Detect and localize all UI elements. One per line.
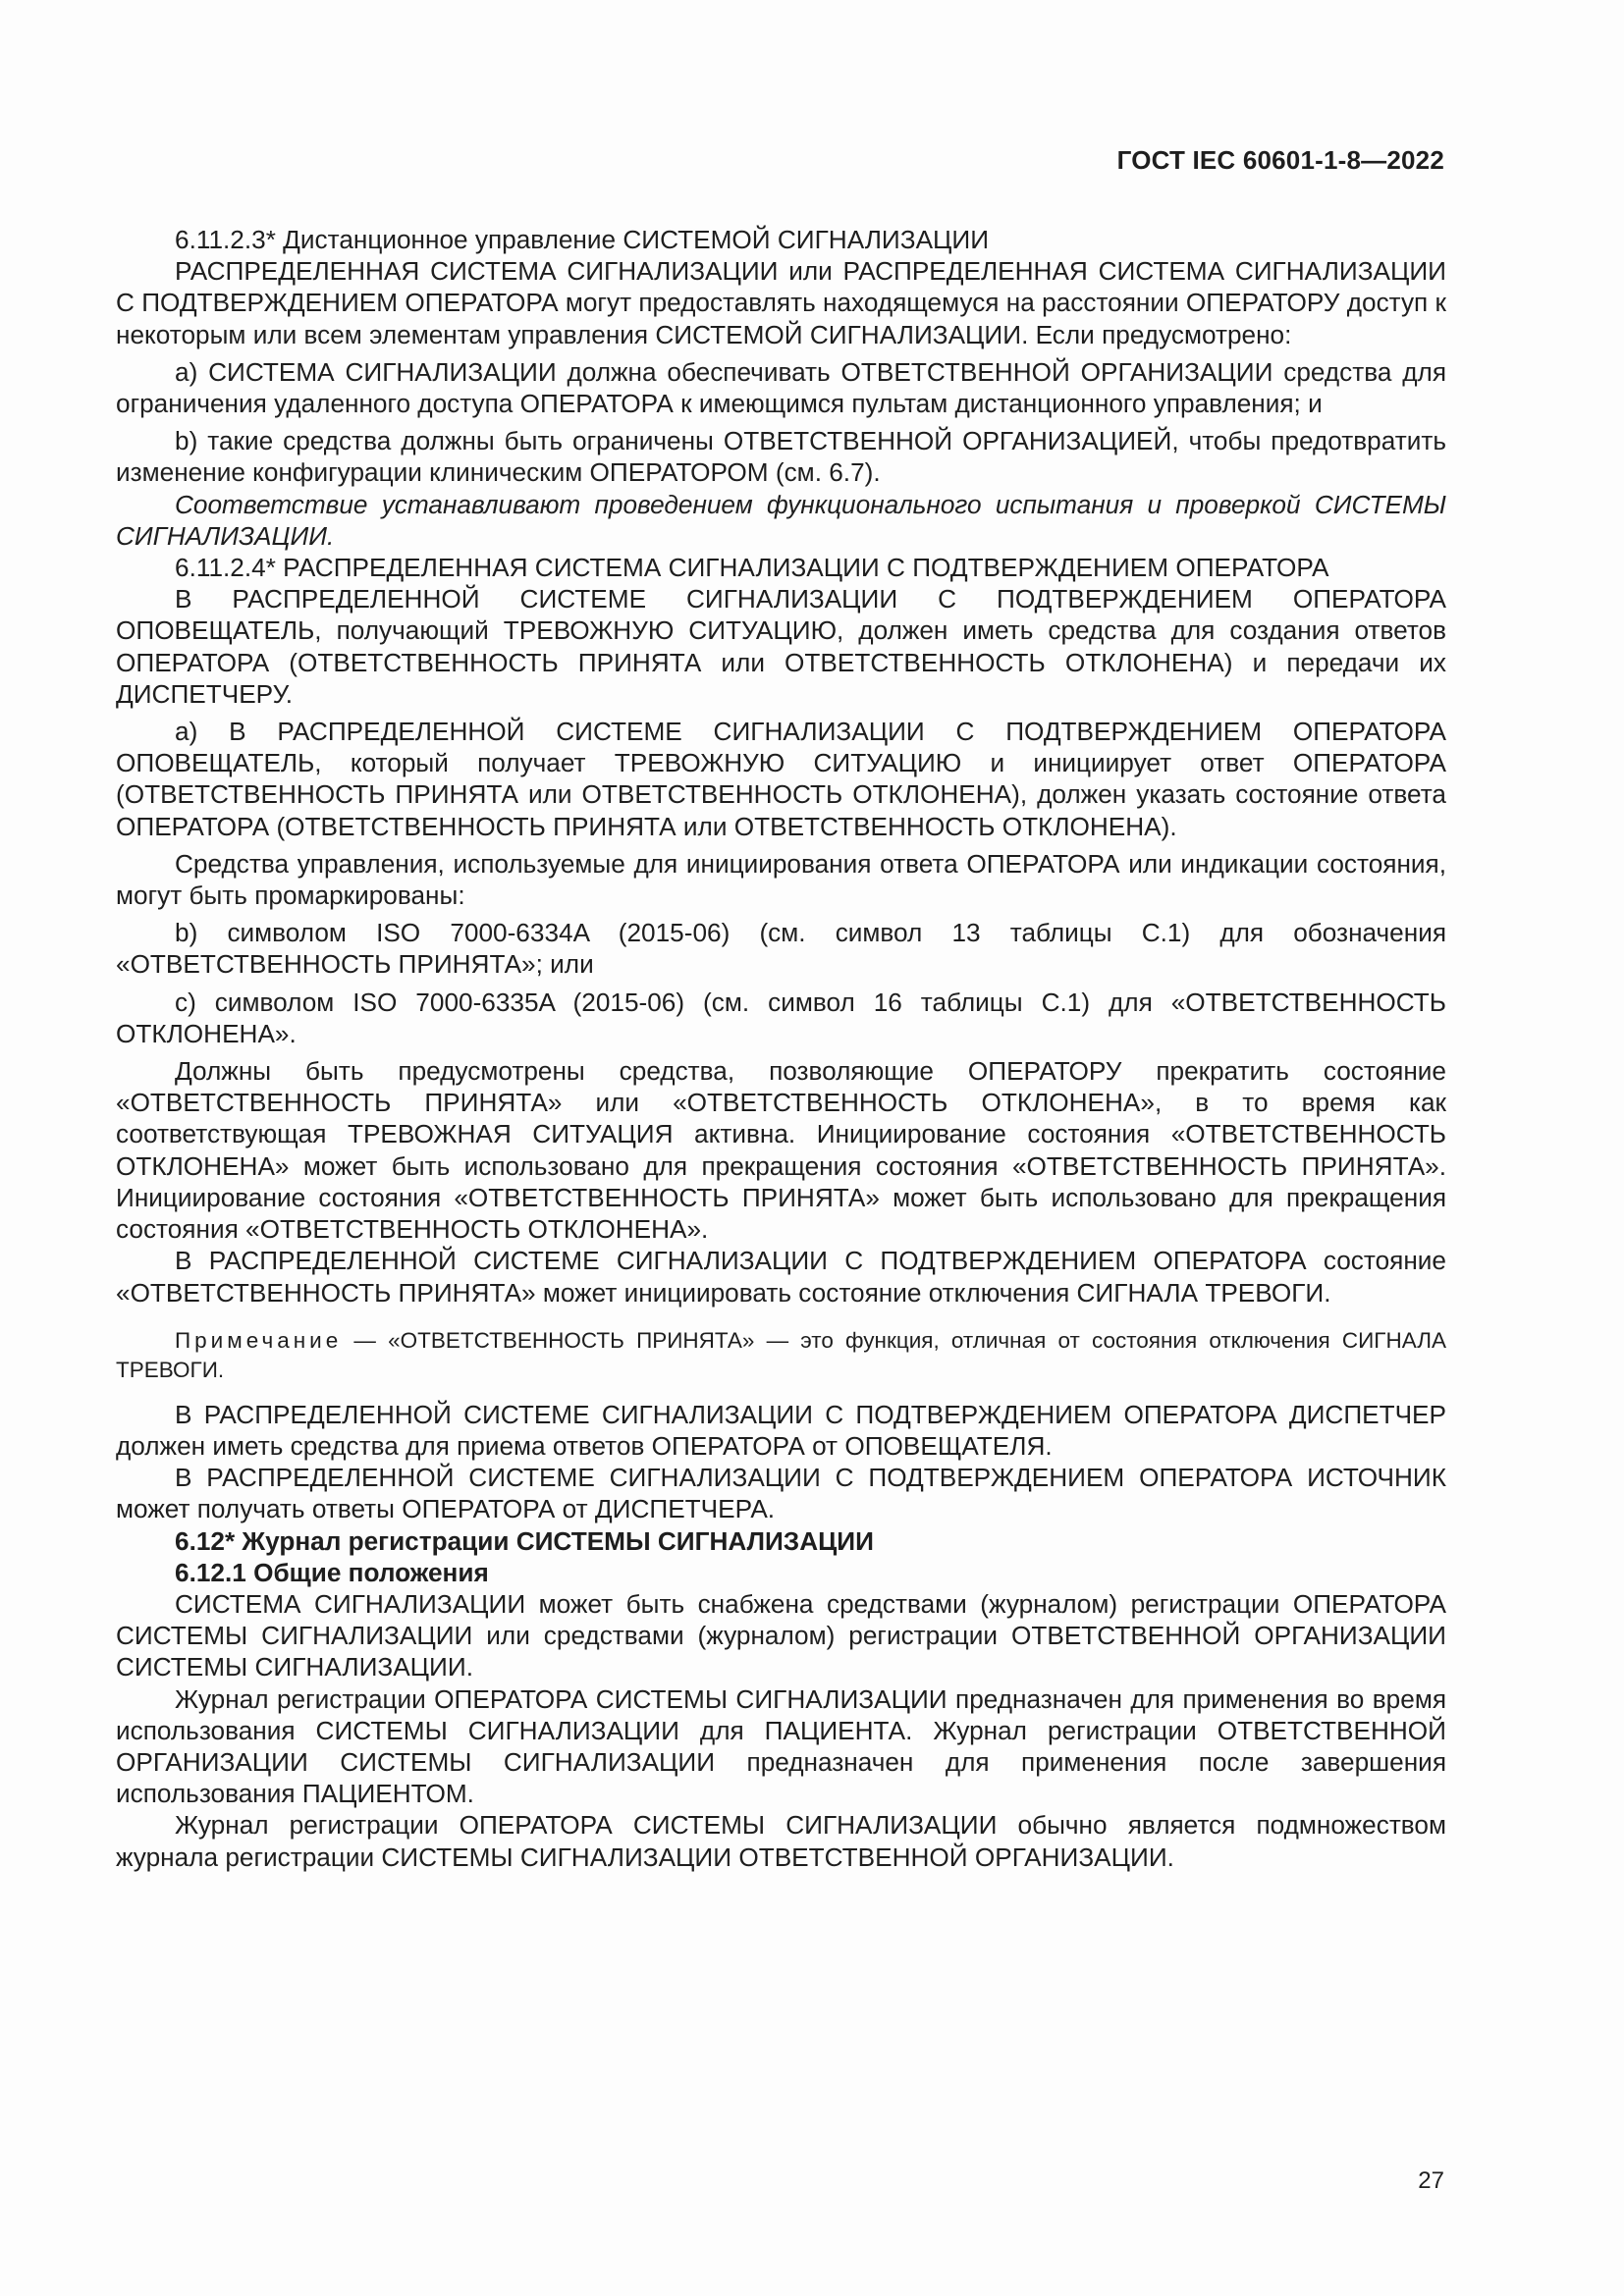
- clause-6-11-2-3-title: 6.11.2.3* Дистанционное управление СИСТЕМОЙ СИГНАЛИЗАЦИИ: [175, 225, 990, 254]
- controls-item-b: b) символом ISO 7000-6334A (2015-06) (см. символ 13 таблицы С.1) для обозначения «ОТВЕТСТВЕННОСТЬ ПРИНЯТА»; или: [116, 918, 1446, 980]
- clause-6-11-2-4-item-a: a) В РАСПРЕДЕЛЕННОЙ СИСТЕМЕ СИГНАЛИЗАЦИИ С ПОДТВЕРЖДЕНИЕМ ОПЕРАТОРА ОПОВЕЩАТЕЛЬ, который получает ТРЕВОЖНУЮ СИТУАЦИЮ и инициирует ответ ОПЕРАТОРА (ОТВЕТСТВЕННОСТЬ ПРИНЯТА или ОТВЕТСТВЕННОСТЬ ОТКЛОНЕНА), должен указать состояние ответа ОПЕРАТОРА (ОТВЕТСТВЕННОСТЬ ПРИНЯТА или ОТВЕТСТВЕННОСТЬ ОТКЛОНЕНА).: [116, 717, 1446, 841]
- clause-6-11-2-3-item-b: b) такие средства должны быть ограничены ОТВЕТСТВЕННОЙ ОРГАНИЗАЦИЕЙ, чтобы предотвратить изменение конфигурации клиническим ОПЕРАТОРОМ (см. 6.7).: [116, 426, 1446, 488]
- clause-6-12-1-para-3: Журнал регистрации ОПЕРАТОРА СИСТЕМЫ СИГНАЛИЗАЦИИ обычно является подмножеством журнала регистрации СИСТЕМЫ СИГНАЛИЗАЦИИ ОТВЕТСТВЕННОЙ ОРГАНИЗАЦИИ.: [116, 1810, 1446, 1872]
- section-6-12-1-heading: 6.12.1 Общие положения: [175, 1557, 489, 1587]
- page-number: 27: [1418, 2167, 1444, 2194]
- terminate-paragraph: Должны быть предусмотрены средства, позволяющие ОПЕРАТОРУ прекратить состояние «ОТВЕТСТВЕННОСТЬ ПРИНЯТА» или «ОТВЕТСТВЕННОСТЬ ОТКЛОНЕНА», в то время как соответствующая ТРЕВОЖНАЯ СИТУАЦИЯ активна. Инициирование состояния «ОТВЕТСТВЕННОСТЬ ОТКЛОНЕНА» может быть использовано для прекращения состояния «ОТВЕТСТВЕННОСТЬ ПРИНЯТА». Инициирование состояния «ОТВЕТСТВЕННОСТЬ ПРИНЯТА» может быть использовано для прекращения состояния «ОТВЕТСТВЕННОСТЬ ОТКЛОНЕНА».: [116, 1056, 1446, 1245]
- dispatcher-paragraph: В РАСПРЕДЕЛЕННОЙ СИСТЕМЕ СИГНАЛИЗАЦИИ С ПОДТВЕРЖДЕНИЕМ ОПЕРАТОРА ДИСПЕТЧЕР должен иметь средства для приема ответов ОПЕРАТОРА от ОПОВЕЩАТЕЛЯ.: [116, 1399, 1446, 1461]
- controls-item-c: c) символом ISO 7000-6335A (2015-06) (см. символ 16 таблицы С.1) для «ОТВЕТСТВЕННОСТЬ ОТКЛОНЕНА».: [116, 987, 1446, 1048]
- page-content: [116, 224, 1446, 1873]
- note-text: — «ОТВЕТСТВЕННОСТЬ ПРИНЯТА» — это функция, отличная от состояния отключения СИГНАЛА ТРЕВОГИ.: [116, 1327, 1446, 1382]
- accepted-silence-paragraph: В РАСПРЕДЕЛЕННОЙ СИСТЕМЕ СИГНАЛИЗАЦИИ С ПОДТВЕРЖДЕНИЕМ ОПЕРАТОРА состояние «ОТВЕТСТВЕННОСТЬ ПРИНЯТА» может инициировать состояние отключения СИГНАЛА ТРЕВОГИ.: [116, 1246, 1446, 1308]
- note: [116, 1326, 1446, 1385]
- clause-6-12-1-para-2: Журнал регистрации ОПЕРАТОРА СИСТЕМЫ СИГНАЛИЗАЦИИ предназначен для применения во время использования СИСТЕМЫ СИГНАЛИЗАЦИИ для ПАЦИЕНТА. Журнал регистрации ОТВЕТСТВЕННОЙ ОРГАНИЗАЦИИ СИСТЕМЫ СИГНАЛИЗАЦИИ предназначен для применения после завершения использования ПАЦИЕНТОМ.: [116, 1683, 1446, 1809]
- clause-6-11-2-3-compliance: Соответствие устанавливают проведением функционального испытания и проверкой СИСТЕМЫ СИГНАЛИЗАЦИИ.: [116, 489, 1446, 551]
- controls-paragraph: Средства управления, используемые для инициирования ответа ОПЕРАТОРА или индикации состояния, могут быть промаркированы:: [116, 848, 1446, 911]
- clause-6-11-2-4-text: В РАСПРЕДЕЛЕННОЙ СИСТЕМЕ СИГНАЛИЗАЦИИ С ПОДТВЕРЖДЕНИЕМ ОПЕРАТОРА ОПОВЕЩАТЕЛЬ, получающий ТРЕВОЖНУЮ СИТУАЦИЮ, должен иметь средства для создания ответов ОПЕРАТОРА (ОТВЕТСТВЕННОСТЬ ПРИНЯТА или ОТВЕТСТВЕННОСТЬ ОТКЛОНЕНА) и передачи их ДИСПЕТЧЕРУ.: [116, 584, 1446, 709]
- clause-6-11-2-3-text: РАСПРЕДЕЛЕННАЯ СИСТЕМА СИГНАЛИЗАЦИИ или РАСПРЕДЕЛЕННАЯ СИСТЕМА СИГНАЛИЗАЦИИ С ПОДТВЕРЖДЕНИЕМ ОПЕРАТОРА могут предоставлять находящемуся на расстоянии ОПЕРАТОРУ доступ к некоторым или всем элементам управления СИСТЕМОЙ СИГНАЛИЗАЦИИ. Если предусмотрено:: [116, 256, 1446, 349]
- document-number: ГОСТ IEC 60601-1-8—2022: [1116, 145, 1444, 175]
- clause-6-11-2-4-title: 6.11.2.4* РАСПРЕДЕЛЕННАЯ СИСТЕМА СИГНАЛИЗАЦИИ С ПОДТВЕРЖДЕНИЕМ ОПЕРАТОРА: [175, 553, 1329, 583]
- section-6-12-heading: 6.12* Журнал регистрации СИСТЕМЫ СИГНАЛИЗАЦИИ: [175, 1525, 874, 1556]
- clause-6-11-2-3-item-a: a) СИСТЕМА СИГНАЛИЗАЦИИ должна обеспечивать ОТВЕТСТВЕННОЙ ОРГАНИЗАЦИИ средства для ограничения удаленного доступа ОПЕРАТОРА к имеющимся пультам дистанционного управления; и: [116, 356, 1446, 419]
- note-label: Примечание: [175, 1327, 343, 1353]
- clause-6-12-1-para-1: СИСТЕМА СИГНАЛИЗАЦИИ может быть снабжена средствами (журналом) регистрации ОПЕРАТОРА СИСТЕМЫ СИГНАЛИЗАЦИИ или средствами (журналом) регистрации ОТВЕТСТВЕННОЙ ОРГАНИЗАЦИИ СИСТЕМЫ СИГНАЛИЗАЦИИ.: [116, 1588, 1446, 1682]
- source-paragraph: В РАСПРЕДЕЛЕННОЙ СИСТЕМЕ СИГНАЛИЗАЦИИ С ПОДТВЕРЖДЕНИЕМ ОПЕРАТОРА ИСТОЧНИК может получать ответы ОПЕРАТОРА от ДИСПЕТЧЕРА.: [116, 1463, 1446, 1524]
